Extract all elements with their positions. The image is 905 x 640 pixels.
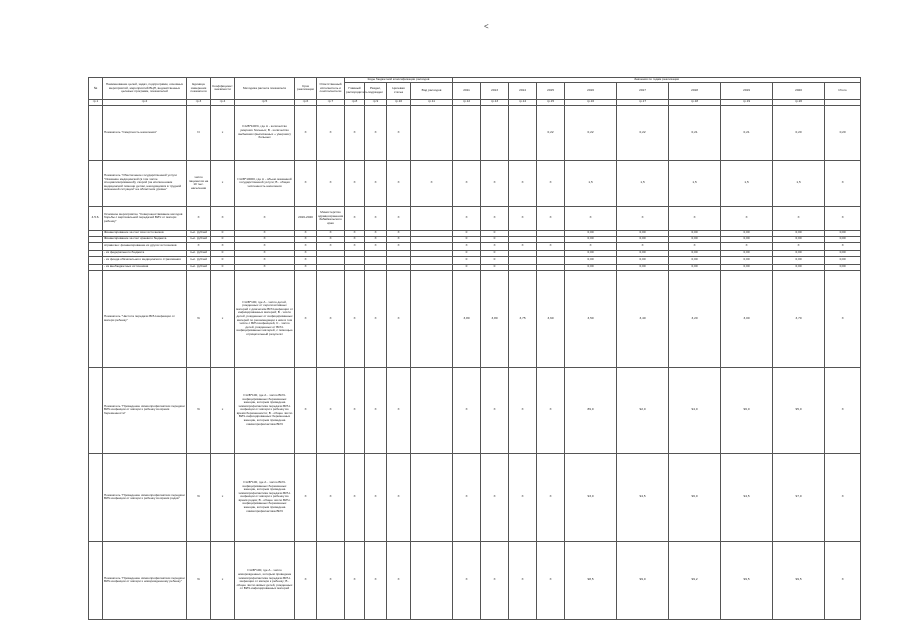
year-value: 92,0 <box>617 367 669 453</box>
header-method: Методика расчета показателя <box>235 78 295 100</box>
code-article: X <box>387 105 411 160</box>
executor: X <box>317 160 345 206</box>
weight: x <box>211 105 235 160</box>
code-section: X <box>365 367 387 453</box>
weight: x <box>211 541 235 619</box>
code-gr: X <box>345 105 365 160</box>
table-row <box>89 367 861 453</box>
year-value: 0 <box>453 236 481 242</box>
method: I=A/B*100, где А - число новорожденных, которым проведена химиопрофилактика передачи ВИЧ-инфекции от матери к ребенку; В - общее число живых детей, рожденных от ВИЧ-инфицированных матерей <box>235 541 295 619</box>
year-value: 0,00 <box>825 230 861 236</box>
year-value: 94,0 <box>669 367 721 453</box>
year-value: 0,00 <box>773 256 825 264</box>
header-codes-group: Коды бюджетной классификации расходов <box>345 78 453 83</box>
row-number: 4.5.6. <box>89 206 103 230</box>
unit: тыс. рублей <box>187 230 211 236</box>
code-gr: X <box>345 206 365 230</box>
program-table-sheet <box>88 77 860 620</box>
method: I=A/B*100%, где А - количество умерших больных; В - количество выбывших (выписанных + умерших) больных <box>235 105 295 160</box>
method: I=A/B*100, где А - число ВИЧ-инфицированных беременных женщин, которым проведена химиопрофилактика передачи ВИЧ-инфекции от матери к ребенку во время родов; В - общее число ВИЧ-инфицированных беременных женщин, которым проведена химиопрофилактика ВИЧ <box>235 453 295 541</box>
finance-name: - из внебюджетных источников <box>103 264 187 270</box>
year-value: 0,00 <box>617 264 669 270</box>
year-value: 3,00 <box>721 270 773 367</box>
header-year: 2015 <box>537 82 565 99</box>
year-value: 0 <box>453 230 481 236</box>
year-value: 0 <box>453 256 481 264</box>
year-value: 1,5 <box>617 160 669 206</box>
finance-name: - из фонда обязательного медицинского страхования <box>103 256 187 264</box>
col-number: гр.8 <box>345 99 365 105</box>
year-value: 95,0 <box>773 367 825 453</box>
executor: X <box>317 453 345 541</box>
executor: X <box>317 105 345 160</box>
header-executor: Ответственный исполнитель и соисполнители <box>317 78 345 100</box>
year-value: X <box>537 367 565 453</box>
year-value: 0,00 <box>721 230 773 236</box>
method: I=A/B*100, где А - число ВИЧ-инфицированных беременных женщин, которым проведена химиопрофилактика передачи ВИЧ-инфекции от матери к ребенку во время беременности; В - общее число ВИЧ-инфицированных беременных женщин, которым проведена химиопрофилактика ВИЧ <box>235 367 295 453</box>
year-value: 0,00 <box>773 250 825 256</box>
year-value: 0,00 <box>565 264 617 270</box>
indicator-name: Показатель "Смертность населения" <box>103 105 187 160</box>
indicator-name: Показатель "Проведение химиопрофилактики передачи ВИЧ-инфекции от матери к новорожденному ребенку" <box>103 541 187 619</box>
year-value: X <box>481 206 509 230</box>
year-value: X <box>537 453 565 541</box>
year-value: 0,00 <box>669 264 721 270</box>
code-article: X <box>387 541 411 619</box>
year-value: X <box>565 206 617 230</box>
col-number: гр.9 <box>365 99 387 105</box>
unit: тыс. рублей <box>187 264 211 270</box>
code-article: X <box>387 160 411 206</box>
year-value: X <box>481 367 509 453</box>
year-value: X <box>509 242 537 250</box>
weight: x <box>211 453 235 541</box>
year-value: 3,40 <box>617 270 669 367</box>
code-section: X <box>365 206 387 230</box>
header-year: 2020 <box>773 82 825 99</box>
year-value: X <box>481 453 509 541</box>
finance-name: - из федерального бюджета <box>103 250 187 256</box>
year-value: 0,00 <box>721 264 773 270</box>
year-value: 1,5 <box>721 160 773 206</box>
col-number: гр.7 <box>317 99 345 105</box>
code-gr: X <box>345 270 365 367</box>
header-values-group: Значения по годам реализации <box>453 78 861 83</box>
year-value: X <box>509 206 537 230</box>
year-value: 3,20 <box>669 270 721 367</box>
year-value: X <box>453 453 481 541</box>
code-gr: X <box>345 367 365 453</box>
year-value: X <box>481 541 509 619</box>
indicator-name: Показатель "Обеспечение государственной услуги "Оказание медицинской (в том числе специализированной), скорой (за исключением медицинской помощи детям, находящимся в трудной жизненной ситуации" на областном уровне" <box>103 160 187 206</box>
code-section: X <box>365 541 387 619</box>
code-expense <box>411 270 453 367</box>
unit: % <box>187 453 211 541</box>
year-value: 0 <box>481 236 509 242</box>
year-value: 0,20 <box>773 105 825 160</box>
program-table <box>88 77 861 620</box>
col-number: гр.10 <box>387 99 411 105</box>
unit: N <box>187 105 211 160</box>
code-gr: X <box>345 160 365 206</box>
table-row <box>89 453 861 541</box>
year-value: 0,00 <box>773 236 825 242</box>
indicator-name: Основное мероприятие "Совершенствование методов борьбы с вертикальной передачей ВИЧ от матери ребенку" <box>103 206 187 230</box>
year-value: 1,5 <box>565 160 617 206</box>
code-gr: X <box>345 453 365 541</box>
unit: X <box>187 206 211 230</box>
year-value: 0,00 <box>721 250 773 256</box>
table-row <box>89 105 861 160</box>
col-number: гр.4 <box>211 99 235 105</box>
header-year: 2019 <box>721 82 773 99</box>
year-value: X <box>537 160 565 206</box>
year-value: 0,00 <box>773 230 825 236</box>
finance-row: Финансирование за счет краевого бюджета тыс. рублей 0 X X X X X X 0 0 0,00 0,00 0,00 0,00 0,00 0,00 <box>89 236 861 242</box>
code-article: X <box>387 270 411 367</box>
year-value: 0 <box>481 250 509 256</box>
year-value: 0,21 <box>721 105 773 160</box>
year-value: 0,00 <box>669 250 721 256</box>
year-value: X <box>669 206 721 230</box>
year-value: 99,5 <box>721 541 773 619</box>
year-value: X <box>509 367 537 453</box>
header-year: 2013 <box>481 82 509 99</box>
unit: тыс. рублей <box>187 250 211 256</box>
code-expense <box>411 367 453 453</box>
col-number: гр.1 <box>89 99 103 105</box>
finance-name: Финансирование за счет краевого бюджета <box>103 236 187 242</box>
year-value: 99,5 <box>773 541 825 619</box>
header-year: 2017 <box>617 82 669 99</box>
method: I=A/B*10000, где А - объем оказанной государственной услуги; В - общая численность населения <box>235 160 295 206</box>
year-value: X <box>537 242 565 250</box>
unit: число пациентов на 10 тыс. населения <box>187 160 211 206</box>
year-value: 3,80 <box>453 270 481 367</box>
header-year: 2014 <box>509 82 537 99</box>
year-value: 0,00 <box>565 256 617 264</box>
year-value: 98,5 <box>565 541 617 619</box>
year-value: 0,00 <box>669 256 721 264</box>
year-value: 0,00 <box>565 230 617 236</box>
weight: x <box>211 367 235 453</box>
year-value: 0,00 <box>721 236 773 242</box>
finance-row: - из фонда обязательного медицинского страхования тыс. рублей 0 X X 0 0 0,00 0,00 0,00 0,00 0,00 0,00 <box>89 256 861 264</box>
year-value: 1,5 <box>773 160 825 206</box>
table-row <box>89 270 861 367</box>
year-value: 0,00 <box>617 250 669 256</box>
year-value: 0,00 <box>721 256 773 264</box>
header-code-section: Раздел, подраздел <box>365 82 387 99</box>
year-value: 0,00 <box>565 236 617 242</box>
col-number: гр.16 <box>565 99 617 105</box>
finance-name: справочно: финансирование из других источников <box>103 242 187 250</box>
year-value: 0,00 <box>825 236 861 242</box>
year-value: 0,00 <box>617 230 669 236</box>
col-number: гр.2 <box>103 99 187 105</box>
year-value: X <box>669 242 721 250</box>
header-year: 2016 <box>565 82 617 99</box>
year-value: 0,00 <box>565 250 617 256</box>
code-expense <box>411 541 453 619</box>
finance-row: Финансирование за счет всех источников тыс. рублей 0 X X X X X X 0 0 0,00 0,00 0,00 0,00 0,00 0,00 <box>89 230 861 236</box>
header-no: № <box>89 78 103 100</box>
year-value: X <box>825 367 861 453</box>
header-weight: Коэффициент значимости <box>211 78 235 100</box>
code-article: X <box>387 367 411 453</box>
year-value: X <box>773 206 825 230</box>
year-value: 96,0 <box>721 367 773 453</box>
year-value: X <box>509 160 537 206</box>
code-section: X <box>365 270 387 367</box>
col-number: гр.14 <box>509 99 537 105</box>
unit: тыс. рублей <box>187 236 211 242</box>
executor: X <box>317 541 345 619</box>
year-value: X <box>617 206 669 230</box>
term: X <box>295 453 317 541</box>
year-value: X <box>453 242 481 250</box>
year-value: 0,22 <box>537 105 565 160</box>
col-number: гр.20 <box>773 99 825 105</box>
year-value: 93,0 <box>565 453 617 541</box>
year-value: 0,21 <box>669 105 721 160</box>
col-number: гр.6 <box>295 99 317 105</box>
finance-row: - из внебюджетных источников тыс. рублей 0 X X 0 0 0,00 0,00 0,00 0,00 0,00 0,00 <box>89 264 861 270</box>
year-value: 0,00 <box>669 230 721 236</box>
code-section: X <box>365 160 387 206</box>
col-number: гр.17 <box>617 99 669 105</box>
year-value: 99,0 <box>617 541 669 619</box>
table-row <box>89 206 861 230</box>
year-value: X <box>509 541 537 619</box>
year-value: X <box>537 206 565 230</box>
year-value: 1,5 <box>669 160 721 206</box>
header-code-expense: Вид расходов <box>411 82 453 99</box>
code-section: X <box>365 453 387 541</box>
indicator-name: Показатель "Проведение химиопрофилактики передачи ВИЧ-инфекции от матери к ребенку во время родов" <box>103 453 187 541</box>
year-value: 0,20 <box>825 105 861 160</box>
method: I=A/B*100, где А - число детей, рожденных от серопозитивных матерей с диагнозом ВИЧ-инфекции от инфицированных матерей; В - число детей, рожденных от инфицированных матерей по рекомендации к ним в том числе с ВИЧ-инфекцией, С - число детей, рожденных от ВИЧ-инфицированных матерей, с помощью отрицательный результат <box>235 270 295 367</box>
unit: тыс. рублей <box>187 256 211 264</box>
col-number: гр.5 <box>235 99 295 105</box>
year-value: 3,60 <box>537 270 565 367</box>
executor: X <box>317 270 345 367</box>
method: X <box>235 206 295 230</box>
code-gr: X <box>345 541 365 619</box>
year-value: X <box>825 270 861 367</box>
indicator-name: Показатель "Проведение химиопрофилактики передачи ВИЧ-инфекции от матери к ребенку во время беременности" <box>103 367 187 453</box>
term: X <box>295 367 317 453</box>
year-value: 0 <box>453 264 481 270</box>
header-unit: Единица измерения показателя <box>187 78 211 100</box>
year-value: X <box>453 367 481 453</box>
code-section: X <box>365 105 387 160</box>
year-value: 94,5 <box>617 453 669 541</box>
col-number: гр.11 <box>411 99 453 105</box>
year-value: X <box>825 206 861 230</box>
year-value: 0 <box>481 230 509 236</box>
year-value: X <box>453 541 481 619</box>
code-article: X <box>387 206 411 230</box>
header-term: Срок реализации <box>295 78 317 100</box>
year-value: X <box>825 541 861 619</box>
header-total: Итого <box>825 82 861 99</box>
finance-row: справочно: финансирование из других источников X X X X X X X X X X X X X X X X X X <box>89 242 861 250</box>
year-value: 89,0 <box>565 367 617 453</box>
weight: x <box>211 270 235 367</box>
weight: X <box>211 206 235 230</box>
year-value: 0,00 <box>825 256 861 264</box>
col-number: гр.18 <box>669 99 721 105</box>
col-number: гр.19 <box>721 99 773 105</box>
year-value: X <box>537 541 565 619</box>
year-value: X <box>565 242 617 250</box>
year-value: X <box>825 453 861 541</box>
table-row <box>89 541 861 619</box>
unit: % <box>187 367 211 453</box>
year-value: 0,00 <box>669 236 721 242</box>
table-row <box>89 160 861 206</box>
year-value: 0 <box>481 264 509 270</box>
year-value: 0,22 <box>617 105 669 160</box>
weight: x <box>211 160 235 206</box>
executor: X <box>317 367 345 453</box>
header-year: 2018 <box>669 82 721 99</box>
year-value: X <box>825 160 861 206</box>
year-value: 94,5 <box>721 453 773 541</box>
year-value: 99,2 <box>669 541 721 619</box>
year-value: 3,70 <box>773 270 825 367</box>
term: X <box>295 160 317 206</box>
header-code-article: Целевая статья <box>387 82 411 99</box>
col-number: гр.13 <box>481 99 509 105</box>
year-value: X <box>481 160 509 206</box>
header-code-gr: Главный распорядитель <box>345 82 365 99</box>
year-value: 0 <box>453 250 481 256</box>
term: 2016-2020 <box>295 206 317 230</box>
code-article: X <box>387 453 411 541</box>
year-value: X <box>453 206 481 230</box>
finance-row: - из федерального бюджета тыс. рублей 0 X X 0 0 0,00 0,00 0,00 0,00 0,00 0,00 <box>89 250 861 256</box>
finance-name: Финансирование за счет всех источников <box>103 230 187 236</box>
year-value: X <box>453 160 481 206</box>
col-number: гр.12 <box>453 99 481 105</box>
term: X <box>295 105 317 160</box>
term: X <box>295 270 317 367</box>
year-value: 3,80 <box>481 270 509 367</box>
code-expense <box>411 453 453 541</box>
col-number: гр.3 <box>187 99 211 105</box>
header-year: 2011 <box>453 82 481 99</box>
unit: % <box>187 270 211 367</box>
unit: X <box>187 242 211 250</box>
year-value: X <box>825 242 861 250</box>
year-value: 0,00 <box>617 236 669 242</box>
year-value: X <box>617 242 669 250</box>
header-name: Наименование целей, задач, подпрограмм, основных мероприятий, мероприятий ВЦП, ведомственных целевых программ, показателей <box>103 78 187 100</box>
year-value: 3,50 <box>565 270 617 367</box>
year-value: 0,00 <box>825 250 861 256</box>
year-value: X <box>721 242 773 250</box>
code-expense: X <box>411 160 453 206</box>
term: X <box>295 541 317 619</box>
indicator-name: Показатель "Частота передачи ВИЧ-инфекции от матери ребенку" <box>103 270 187 367</box>
code-expense <box>411 206 453 230</box>
year-value: 3,75 <box>509 270 537 367</box>
year-value: X <box>773 242 825 250</box>
year-value: 0 <box>481 256 509 264</box>
year-value: 0,00 <box>825 264 861 270</box>
year-value: 0,22 <box>565 105 617 160</box>
executor: Министерство здравоохранения Забайкальского края <box>317 206 345 230</box>
year-value: X <box>481 242 509 250</box>
code-expense <box>411 105 453 160</box>
year-value: 96,0 <box>669 453 721 541</box>
unit: % <box>187 541 211 619</box>
year-value: 0,00 <box>617 256 669 264</box>
year-value: 97,0 <box>773 453 825 541</box>
col-number: гр.15 <box>537 99 565 105</box>
year-value: 0,00 <box>773 264 825 270</box>
page-mark: < <box>484 22 489 31</box>
year-value: X <box>509 453 537 541</box>
year-value: X <box>721 206 773 230</box>
